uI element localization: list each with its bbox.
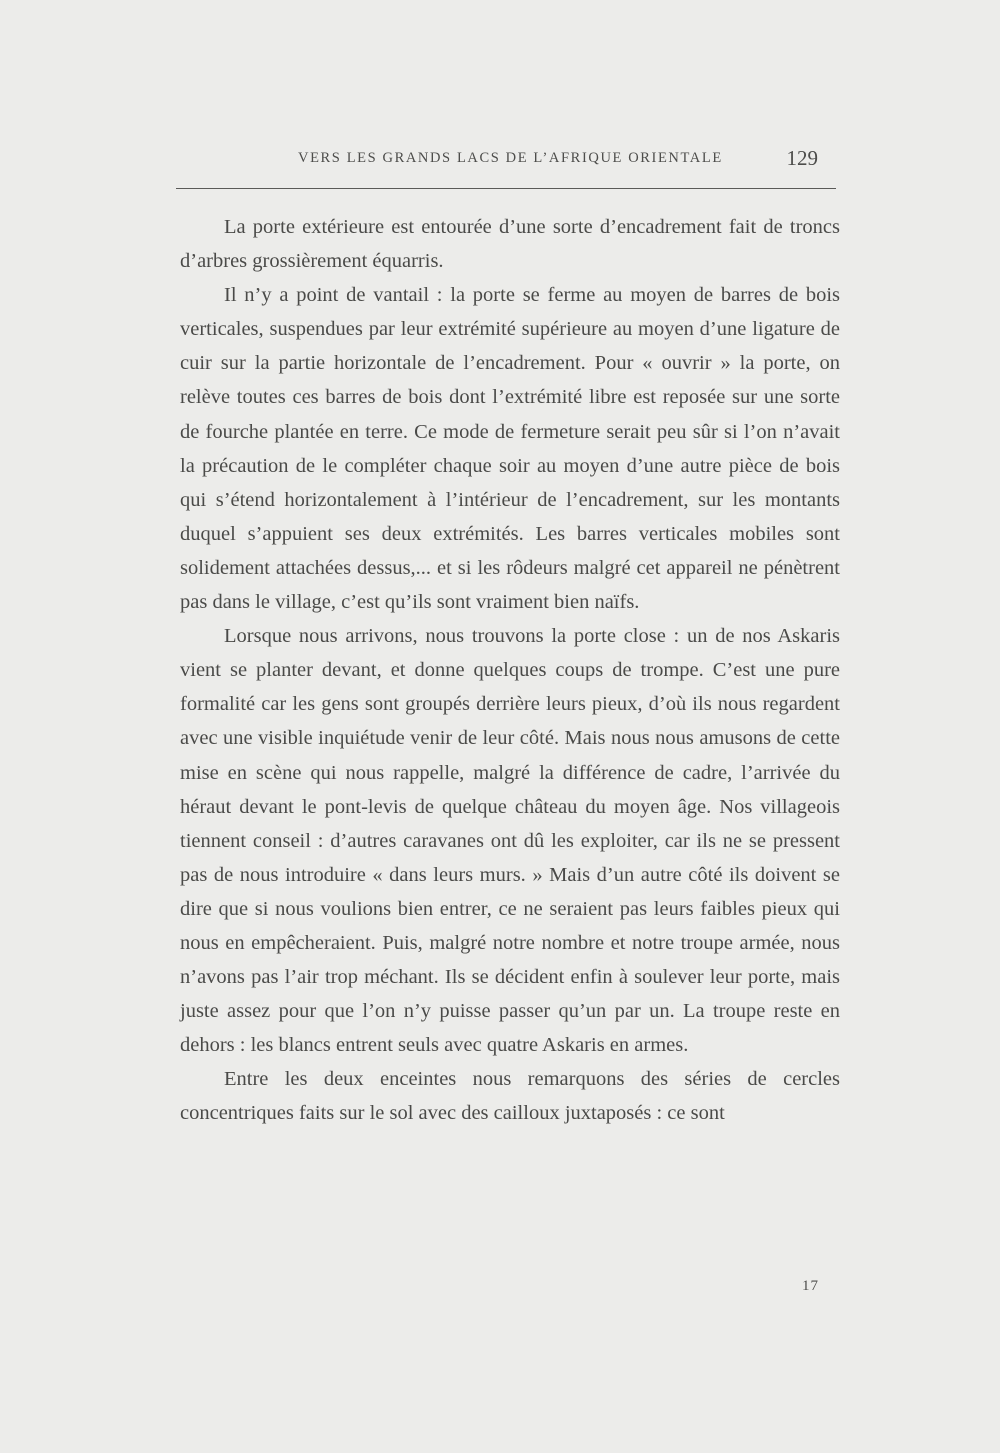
running-title: VERS LES GRANDS LACS DE L’AFRIQUE ORIENTALE bbox=[298, 150, 723, 166]
paragraph: Il n’y a point de vantail : la porte se ferme au moyen de barres de bois verticales, suspendues par leur extrémité supérieure au moyen d’une ligature de cuir sur la partie horizontale de l’encadrement. Pour « ouvrir » la porte, on relève toutes ces barres de bois dont l’extrémité libre est reposée sur une sorte de fourche plantée en terre. Ce mode de fermeture serait peu sûr si l’on n’avait la précaution de le compléter chaque soir au moyen d’une autre pièce de bois qui s’étend horizontalement à l’intérieur de l’encadrement, sur les montants duquel s’appuient ses deux extrémités. Les barres verticales mobiles sont solidement attachées dessus,... et si les rôdeurs malgré cet appareil ne pénètrent pas dans le village, c’est qu’ils sont vraiment bien naïfs. bbox=[180, 284, 840, 614]
running-head bbox=[180, 146, 840, 176]
page-number: 129 bbox=[786, 146, 818, 170]
header-rule bbox=[176, 188, 836, 189]
paragraph: La porte extérieure est entourée d’une sorte d’encadrement fait de troncs d’arbres grossièrement équarris. bbox=[180, 216, 840, 273]
paragraph: Lorsque nous arrivons, nous trouvons la porte close : un de nos Askaris vient se planter devant, et donne quelques coups de trompe. C’est une pure formalité car les gens sont groupés derrière leurs pieux, d’où ils nous regardent avec une visible inquiétude venir de leur côté. Mais nous nous amusons de cette mise en scène qui nous rappelle, malgré la différence de cadre, l’arrivée du héraut devant le pont-levis de quelque château du moyen âge. Nos villageois tiennent conseil : d’autres caravanes ont dû les exploiter, car ils ne se pressent pas de nous introduire « dans leurs murs. » Mais d’un autre côté ils doivent se dire que si nous voulions bien entrer, ce ne seraient pas leurs faibles pieux qui nous en empêcheraient. Puis, malgré notre nombre et notre troupe armée, nous n’avons pas l’air trop méchant. Ils se décident enfin à soulever leur porte, mais juste assez pour que l’on n’y puisse passer qu’un par un. La troupe reste en dehors : les blancs entrent seuls avec quatre Askaris en armes. bbox=[180, 625, 840, 1057]
signature-mark: 17 bbox=[802, 1278, 819, 1294]
body-text bbox=[180, 210, 840, 1131]
paragraph: Entre les deux enceintes nous remarquons des séries de cercles concentriques faits sur le sol avec des cailloux juxtaposés : ce sont bbox=[180, 1068, 840, 1125]
